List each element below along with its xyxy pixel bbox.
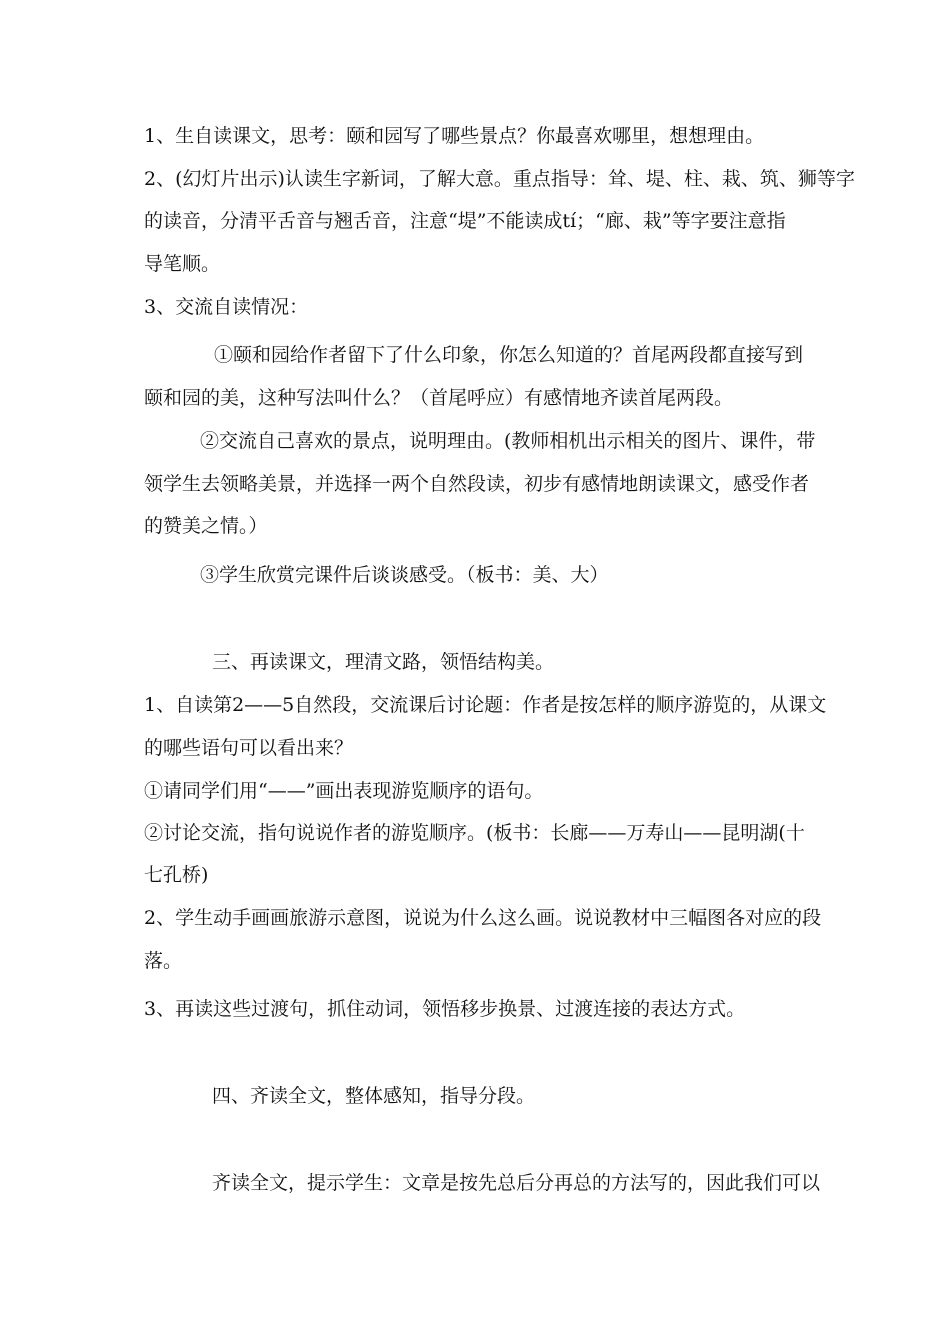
text-line-7: 颐和园的美，这种写法叫什么？（首尾呼应）有感情地齐读首尾两段。 bbox=[144, 387, 734, 409]
text-line-14: 的哪些语句可以看出来？ bbox=[144, 737, 354, 759]
text-line-9: 领学生去领略美景，并选择一两个自然段读，初步有感情地朗读课文，感受作者 bbox=[144, 473, 810, 495]
text-line-3: 的读音，分清平舌音与翘舌音，注意“堤”不能读成tí；“廊、栽”等字要注意指 bbox=[144, 210, 786, 232]
text-line-16: ②讨论交流，指句说说作者的游览顺序。(板书：长廊——万寿山——昆明湖(十 bbox=[144, 822, 805, 844]
text-line-5: 3、交流自读情况： bbox=[144, 296, 309, 318]
text-line-1: 1、生自读课文，思考：颐和园写了哪些景点？你最喜欢哪里，想想理由。 bbox=[144, 125, 765, 147]
text-line-18: 2、学生动手画画旅游示意图，说说为什么这么画。说说教材中三幅图各对应的段 bbox=[144, 907, 822, 929]
text-line-22: 齐读全文，提示学生：文章是按先总后分再总的方法写的，因此我们可以 bbox=[212, 1172, 821, 1194]
text-line-6: ①颐和园给作者留下了什么印象，你怎么知道的？首尾两段都直接写到 bbox=[214, 344, 804, 366]
section-heading-3: 三、再读课文，理清文路，领悟结构美。 bbox=[212, 651, 555, 673]
section-heading-4: 四、齐读全文，整体感知，指导分段。 bbox=[212, 1085, 536, 1107]
text-line-2: 2、(幻灯片出示)认读生字新词，了解大意。重点指导：耸、堤、柱、栽、筑、狮等字 bbox=[144, 168, 855, 190]
text-line-17: 七孔桥) bbox=[144, 864, 209, 886]
text-line-10: 的赞美之情。） bbox=[144, 515, 268, 537]
text-line-20: 3、再读这些过渡句，抓住动词，领悟移步换景、过渡连接的表达方式。 bbox=[144, 998, 746, 1020]
text-line-19: 落。 bbox=[144, 950, 183, 972]
text-line-13: 1、自读第2——5自然段，交流课后讨论题：作者是按怎样的顺序游览的，从课文 bbox=[144, 694, 827, 716]
text-line-8: ②交流自己喜欢的景点，说明理由。(教师相机出示相关的图片、课件，带 bbox=[200, 430, 816, 452]
text-line-11: ③学生欣赏完课件后谈谈感受。（板书：美、大） bbox=[200, 564, 609, 586]
text-line-15: ①请同学们用“——”画出表现游览顺序的语句。 bbox=[144, 780, 544, 802]
text-line-4: 导笔顺。 bbox=[144, 253, 221, 275]
